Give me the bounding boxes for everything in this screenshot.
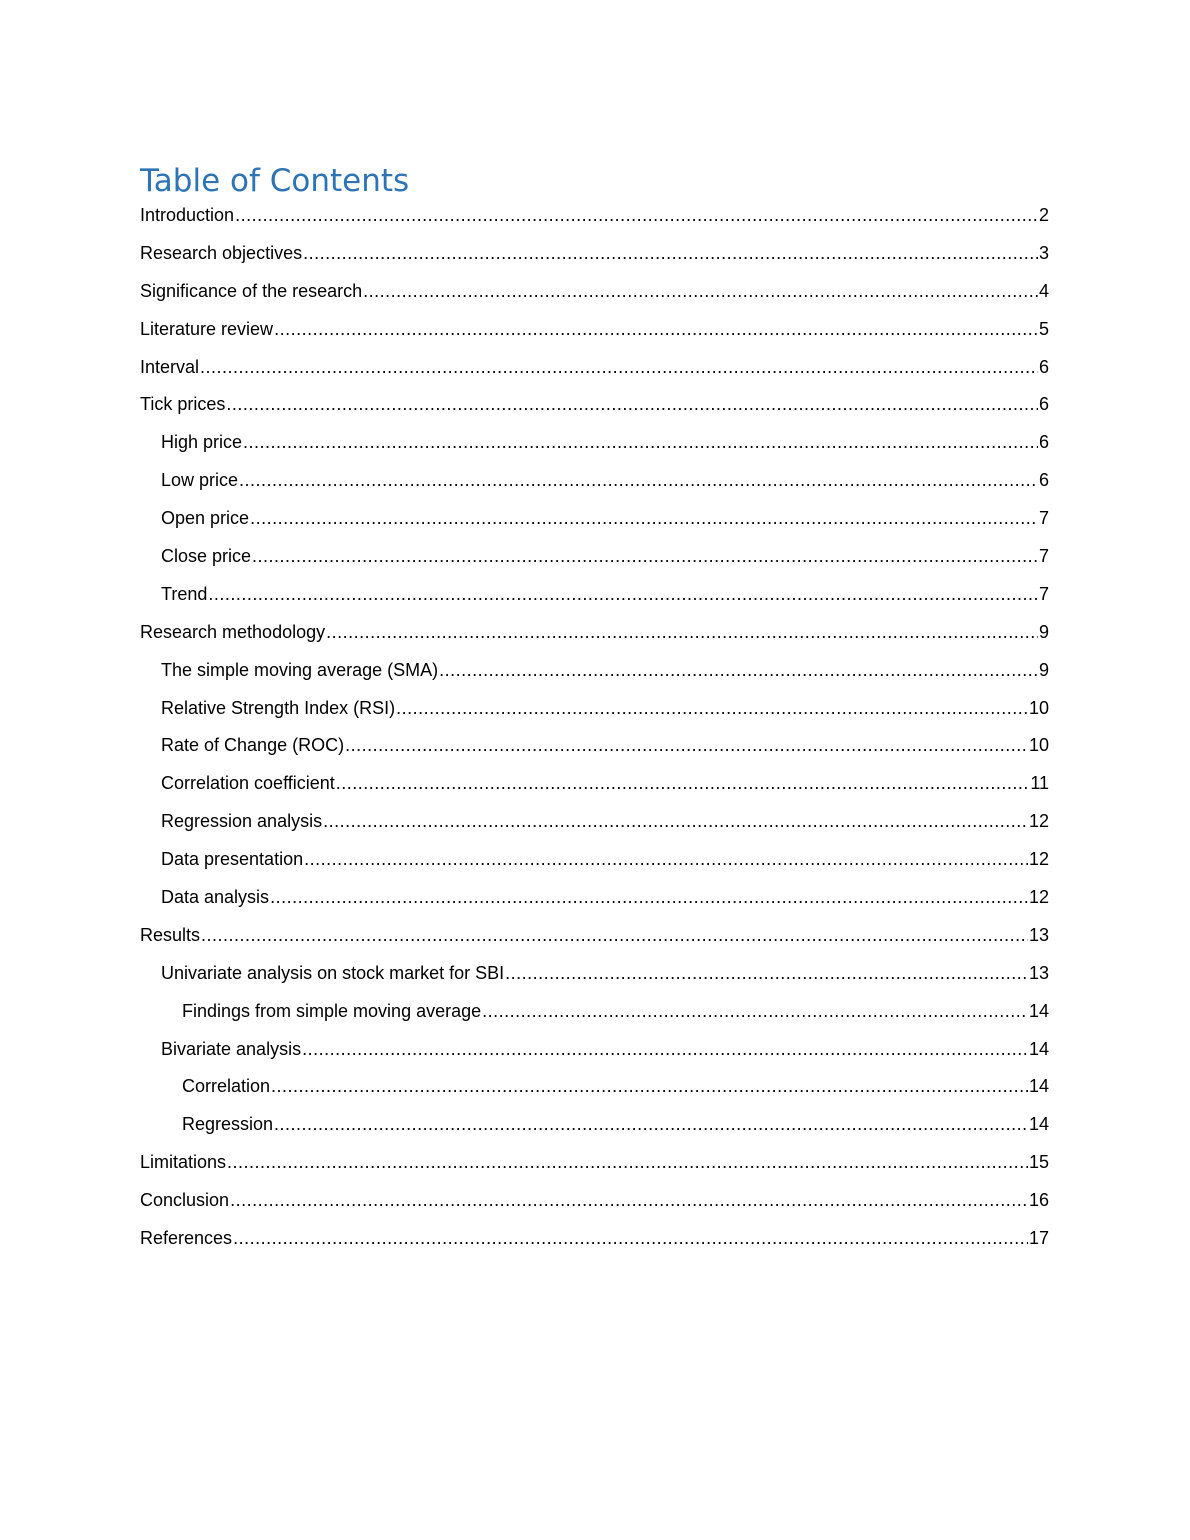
- toc-dot-leader: [230, 1182, 1028, 1220]
- toc-page-number: 11: [1030, 773, 1049, 794]
- toc-dot-leader: [336, 765, 1030, 803]
- toc-entry-title: Univariate analysis on stock market for SBI: [161, 962, 505, 983]
- toc-dot-leader: [239, 462, 1038, 500]
- toc-entry[interactable]: [140, 1220, 1049, 1258]
- toc-page-number: 2: [1038, 205, 1049, 225]
- toc-dot-leader: [252, 538, 1038, 576]
- toc-dot-leader: [303, 235, 1038, 273]
- toc-dot-leader: [208, 576, 1038, 614]
- toc-dot-leader: [482, 993, 1028, 1031]
- toc-entry[interactable]: [140, 955, 1049, 993]
- toc-page-number: 13: [1028, 924, 1049, 945]
- toc-entry-title: High price: [161, 432, 243, 453]
- toc-entry[interactable]: [140, 538, 1049, 576]
- toc-page-number: 15: [1028, 1152, 1049, 1173]
- toc-entry[interactable]: [140, 765, 1049, 803]
- toc-page-number: 17: [1028, 1228, 1049, 1249]
- toc-entry-title: Bivariate analysis: [161, 1038, 302, 1059]
- toc-entry[interactable]: [140, 386, 1049, 424]
- toc-heading: Table of Contents: [140, 163, 410, 199]
- toc-entry[interactable]: [140, 311, 1049, 349]
- toc-entry-title: Limitations: [140, 1152, 227, 1173]
- toc-entry-title: Literature review: [140, 318, 274, 339]
- toc-entry-title: Trend: [161, 583, 208, 604]
- toc-page-number: 10: [1028, 697, 1049, 718]
- toc-page-number: 6: [1038, 432, 1049, 453]
- toc-page-number: 12: [1028, 849, 1049, 870]
- toc-entry-title: Low price: [161, 470, 239, 491]
- toc-entry-title: Research objectives: [140, 242, 303, 263]
- toc-entry-title: Correlation coefficient: [161, 773, 335, 794]
- toc-entry[interactable]: [140, 235, 1049, 273]
- toc-entry[interactable]: [140, 1068, 1049, 1106]
- toc-entry[interactable]: [140, 1182, 1049, 1220]
- toc-dot-leader: [271, 1068, 1028, 1106]
- toc-entry-title: Tick prices: [140, 394, 226, 415]
- toc-page-number: 14: [1028, 1038, 1049, 1059]
- toc-entry-title: Regression: [182, 1114, 274, 1135]
- toc-entry-title: Close price: [161, 546, 252, 567]
- toc-entry[interactable]: [140, 1031, 1049, 1069]
- toc-entry-title: Findings from simple moving average: [182, 1000, 482, 1021]
- toc-entry-title: Open price: [161, 508, 250, 529]
- toc-entry[interactable]: [140, 652, 1049, 690]
- toc-page-number: 14: [1028, 1076, 1049, 1097]
- toc-entry[interactable]: [140, 614, 1049, 652]
- toc-entry-title: Research methodology: [140, 621, 326, 642]
- toc-entry[interactable]: [140, 690, 1049, 728]
- toc-entry[interactable]: [140, 917, 1049, 955]
- toc-entry-title: Correlation: [182, 1076, 271, 1097]
- toc-entry-title: Significance of the research: [140, 280, 363, 301]
- toc-page-number: 12: [1028, 887, 1049, 908]
- toc-entry[interactable]: [140, 1144, 1049, 1182]
- toc-page-number: 14: [1028, 1114, 1049, 1135]
- toc-entry-title: The simple moving average (SMA): [161, 659, 439, 680]
- toc-dot-leader: [201, 917, 1028, 955]
- toc-entry[interactable]: [140, 349, 1049, 387]
- toc-dot-leader: [243, 424, 1038, 462]
- toc-page-number: 7: [1038, 546, 1049, 567]
- toc-entry[interactable]: [140, 273, 1049, 311]
- toc-entry[interactable]: [140, 993, 1049, 1031]
- toc-entry-title: References: [140, 1228, 233, 1249]
- toc-page-number: 14: [1028, 1000, 1049, 1021]
- toc-page-number: 3: [1038, 242, 1049, 263]
- toc-entry-title: Conclusion: [140, 1190, 230, 1211]
- toc-dot-leader: [226, 386, 1038, 424]
- toc-page-number: 7: [1038, 583, 1049, 604]
- toc-dot-leader: [326, 614, 1038, 652]
- toc-dot-leader: [274, 1106, 1028, 1144]
- toc-page-number: 7: [1038, 508, 1049, 529]
- toc-entry-title: Data analysis: [161, 887, 270, 908]
- toc-dot-leader: [439, 652, 1038, 690]
- toc-entry[interactable]: [140, 727, 1049, 765]
- toc-dot-leader: [304, 841, 1028, 879]
- toc-page-number: 16: [1028, 1190, 1049, 1211]
- toc-page-number: 6: [1038, 394, 1049, 415]
- toc-entry[interactable]: [140, 841, 1049, 879]
- toc-entry-title: Interval: [140, 356, 200, 377]
- toc-entry-title: Relative Strength Index (RSI): [161, 697, 396, 718]
- toc-dot-leader: [235, 197, 1038, 235]
- toc-entry[interactable]: [140, 803, 1049, 841]
- toc-dot-leader: [227, 1144, 1028, 1182]
- toc-dot-leader: [200, 349, 1038, 387]
- toc-entry-title: Regression analysis: [161, 811, 323, 832]
- toc-entry[interactable]: [140, 462, 1049, 500]
- toc-entry-title: Rate of Change (ROC): [161, 735, 345, 756]
- toc-page-number: 12: [1028, 811, 1049, 832]
- toc-page-number: 9: [1038, 621, 1049, 642]
- toc-dot-leader: [323, 803, 1028, 841]
- toc-page-number: 10: [1028, 735, 1049, 756]
- toc-entry[interactable]: [140, 424, 1049, 462]
- toc-dot-leader: [345, 727, 1028, 765]
- toc-page-number: 5: [1038, 318, 1049, 339]
- toc-entry[interactable]: [140, 1106, 1049, 1144]
- toc-entry-title: Introduction: [140, 205, 235, 225]
- toc-dot-leader: [363, 273, 1038, 311]
- toc-dot-leader: [233, 1220, 1028, 1258]
- toc-entry[interactable]: [140, 500, 1049, 538]
- toc-page-number: 4: [1038, 280, 1049, 301]
- toc-page-number: 6: [1038, 356, 1049, 377]
- toc-entry-title: Data presentation: [161, 849, 304, 870]
- toc-dot-leader: [250, 500, 1038, 538]
- toc-dot-leader: [270, 879, 1028, 917]
- toc-dot-leader: [302, 1031, 1028, 1069]
- toc-dot-leader: [505, 955, 1028, 993]
- toc-page-number: 9: [1038, 659, 1049, 680]
- toc-page-number: 13: [1028, 962, 1049, 983]
- toc-dot-leader: [396, 690, 1028, 728]
- toc-page-number: 6: [1038, 470, 1049, 491]
- toc-entry-title: Results: [140, 924, 201, 945]
- toc-entry[interactable]: [140, 576, 1049, 614]
- toc-entry[interactable]: [140, 879, 1049, 917]
- toc-entry[interactable]: [140, 197, 1049, 235]
- toc-dot-leader: [274, 311, 1038, 349]
- toc-list: [140, 197, 1049, 1258]
